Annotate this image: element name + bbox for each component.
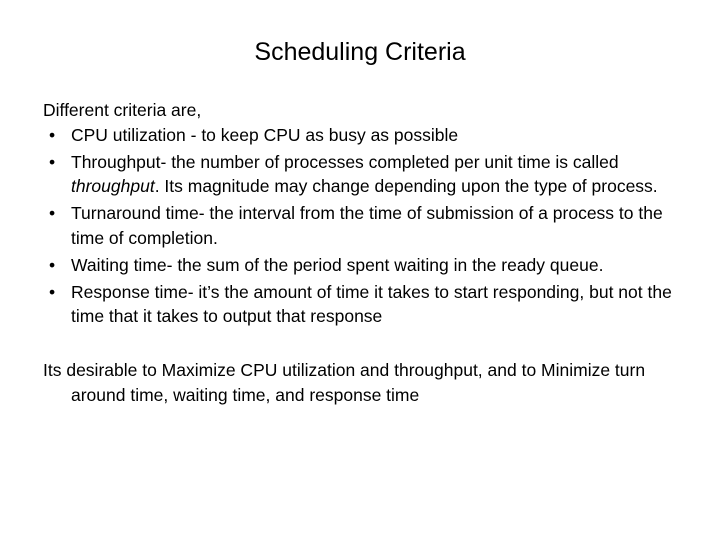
criteria-text-end: . Its magnitude may change depending upon the type of process. [154, 176, 658, 196]
criteria-text: Response time- it’s the amount of time it takes to start responding, but not the time that it takes to output that response [71, 281, 672, 326]
slide-content [43, 98, 683, 425]
bullet-icon: • [49, 203, 56, 223]
criteria-emphasis: throughput [71, 176, 155, 196]
criteria-item-cpu-utilization [43, 123, 683, 148]
bullet-icon: • [49, 124, 56, 145]
criteria-text-start: Throughput- the number of processes completed per unit time is called [71, 151, 619, 172]
bullet-icon: • [49, 281, 56, 302]
slide-title: Scheduling Criteria [254, 38, 466, 66]
conclusion-text: Its desirable to Maximize CPU utilization and throughput, and to Minimize turn around time, waiting time, and response time [43, 359, 646, 405]
criteria-text: Waiting time- the sum of the period spent waiting in the ready queue. [71, 254, 604, 275]
criteria-text [71, 152, 658, 197]
criteria-item-throughput [43, 150, 683, 199]
criteria-item-turnaround-time [43, 201, 683, 250]
criteria-item-response-time [43, 280, 683, 329]
intro-text: Different criteria are, [43, 100, 202, 120]
bullet-icon: • [49, 151, 56, 172]
criteria-item-waiting-time [43, 253, 683, 278]
criteria-text: Turnaround time- the interval from the time of submission of a process to the time of completion. [71, 203, 663, 248]
criteria-list [43, 123, 683, 329]
bullet-icon: • [49, 254, 56, 275]
criteria-text: CPU utilization - to keep CPU as busy as possible [71, 124, 459, 145]
